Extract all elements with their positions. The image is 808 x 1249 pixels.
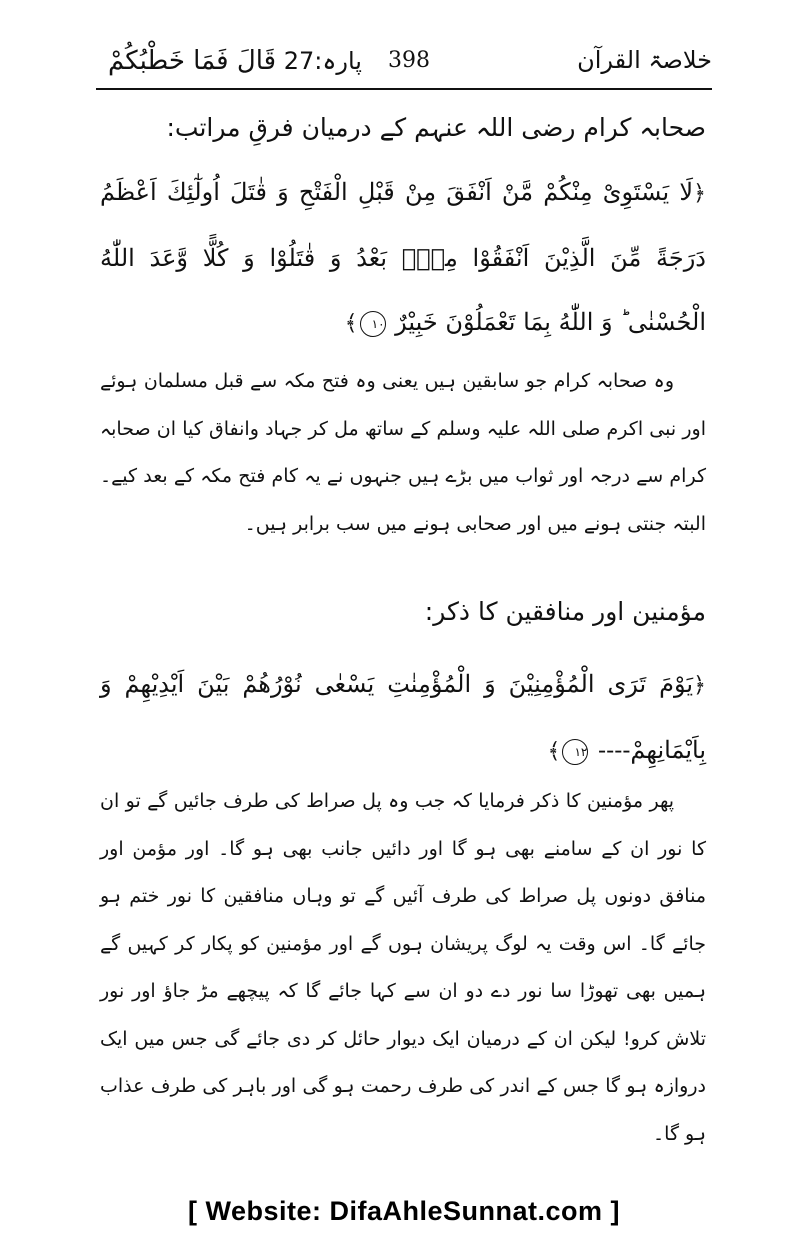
book-title: خلاصۃ القرآن [577, 46, 712, 74]
section-believers [100, 592, 706, 632]
commentary-2 [100, 778, 706, 1158]
header-divider [96, 88, 712, 90]
surah-title: قَالَ فَمَا خَطْبُكُمْ [108, 46, 277, 76]
para-and-surah [96, 46, 362, 76]
paragraph: وہ صحابہ کرام جو سابقین ہیں یعنی وہ فتح مکہ سے قبل مسلمان ہوئے اور نبی اکرم صلی اللہ علیہ وسلم کے ساتھ مل کر جہاد وانفاق کیا ان صحابہ کرام سے درجہ اور ثواب میں بڑے ہیں جنہوں نے یہ کام فتح مکہ کے بعد کیے۔ البتہ جنتی ہونے میں اور صحابی ہونے میں سب برابر ہیں۔ [100, 370, 706, 535]
para-label: پارہ:27 [283, 47, 362, 75]
website-footer: [ Website: DifaAhleSunnat.com ] [187, 1196, 621, 1226]
quran-verse [100, 652, 706, 784]
commentary-1 [100, 358, 706, 548]
ayah-open-bracket: ﴿ [693, 181, 706, 206]
section-ranks [100, 108, 706, 148]
ayah-number-marker: ١٠ [360, 311, 386, 337]
section-heading: صحابہ کرام رضی اللہ عنہم کے درمیان فرقِ مراتب: [166, 113, 706, 142]
ayah-close-bracket: ﴾ [344, 311, 358, 336]
ayah-number-marker: ١٢ [562, 739, 588, 765]
ayah-open-bracket: ﴿ [693, 673, 706, 698]
ayah-text: يَوْمَ تَرَى الْمُؤْمِنِيْنَ وَ الْمُؤْمِنٰتِ يَسْعٰى نُوْرُهُمْ بَيْنَ اَيْدِيْهِمْ وَ بِاَيْمَانِهِمْ---- [100, 670, 706, 764]
ayah-text: لَا يَسْتَوِىْ مِنْكُمْ مَّنْ اَنْفَقَ مِنْ قَبْلِ الْفَتْحِ وَ قٰتَلَ اُولٰٓئِكَ اَعْظَمُ دَرَجَةً مِّنَ الَّذِيْنَ اَنْفَقُوْا مِنْۢ بَعْدُ وَ قٰتَلُوْا وَ كُلًّا وَّعَدَ اللّٰهُ الْحُسْنٰى ؕ وَ اللّٰهُ بِمَا تَعْمَلُوْنَ خَبِيْرٌ [100, 178, 706, 336]
ayah-close-bracket: ﴾ [547, 739, 561, 764]
page-header [96, 40, 712, 92]
ayah-block-1 [100, 160, 706, 356]
section-heading: مؤمنین اور منافقین کا ذکر: [424, 597, 706, 626]
page-number: 398 [388, 48, 430, 73]
quran-verse [100, 160, 706, 356]
paragraph: پھر مؤمنین کا ذکر فرمایا کہ جب وہ پل صراط کی طرف جائیں گے تو ان کا نور ان کے سامنے بھی ہو گا اور دائیں جانب بھی ہو گا۔ اور مؤمن اور منافق دونوں پل صراط کی طرف آئیں گے تو وہاں منافقین کا نور ختم ہو جائے گا۔ اس وقت یہ لوگ پریشان ہوں گے اور مؤمنین کو پکار کر کہیں گے ہمیں بھی تھوڑا سا نور دے دو ان سے کہا جائے گا کہ پیچھے مڑ جاؤ اور نور تلاش کرو! لیکن ان کے درمیان ایک دیوار حائل کر دی جائے گی جس میں ایک دروازہ ہو گا جس کے اندر کی طرف رحمت ہو گی اور باہر کی طرف عذاب ہو گا۔ [100, 790, 706, 1145]
ayah-block-2 [100, 652, 706, 784]
